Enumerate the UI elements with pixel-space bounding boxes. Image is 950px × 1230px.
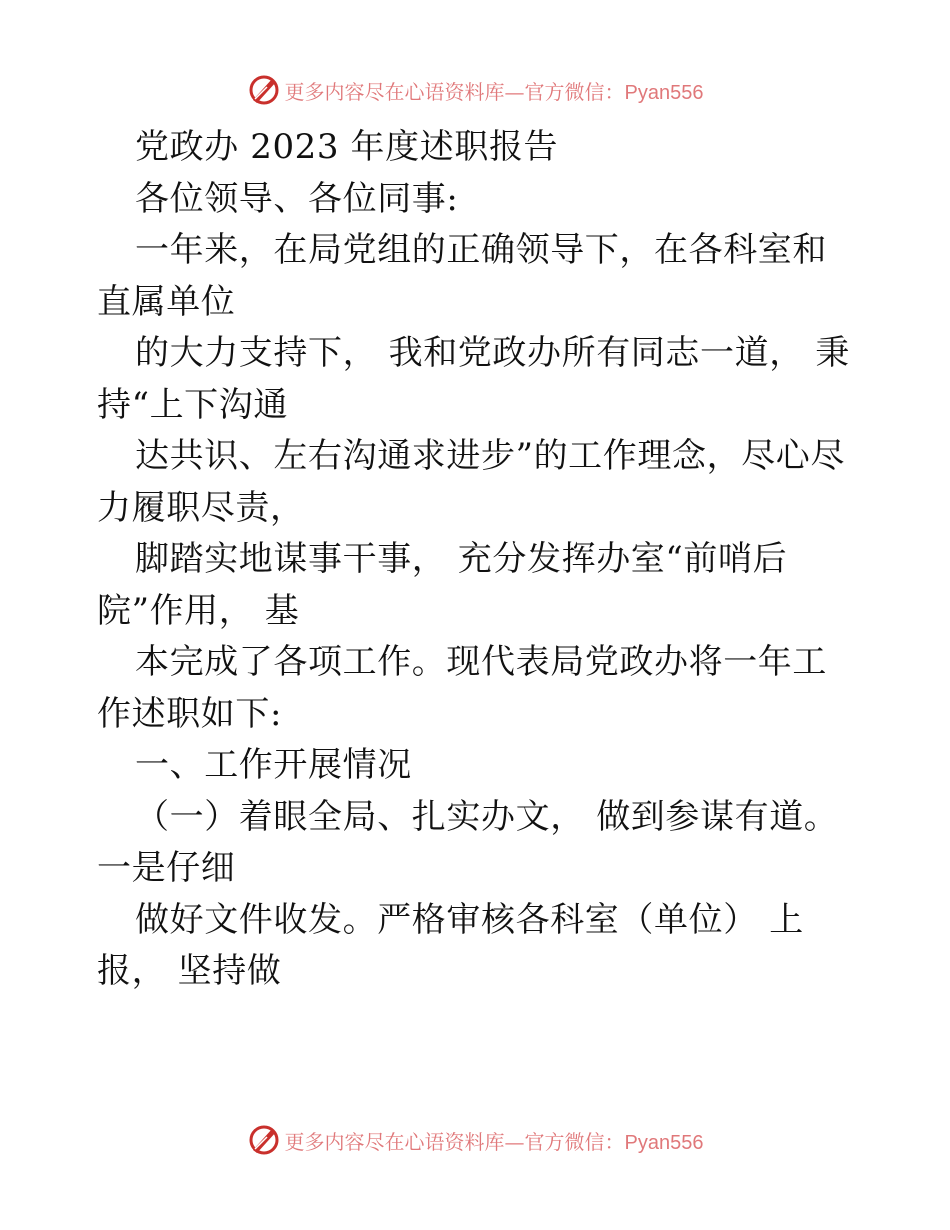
paragraph: （一）着眼全局、扎实办文， 做到参谋有道。一是仔细: [97, 796, 839, 888]
paragraph: 脚踏实地谋事干事， 充分发挥办室“前哨后 院”作用， 基: [97, 539, 788, 631]
watermark-text: 更多内容尽在心语资料库—官方微信：Pyan556: [284, 79, 704, 104]
watermark-text: 更多内容尽在心语资料库—官方微信：Pyan556: [284, 1129, 704, 1154]
header-watermark: [0, 70, 950, 110]
pen-circle-logo-icon: [247, 73, 281, 107]
pen-circle-logo-icon: [247, 1123, 281, 1157]
footer-watermark: [0, 1120, 950, 1160]
section-heading: 一、工作开展情况: [135, 745, 412, 785]
paragraph: 做好文件收发。严格审核各科室（单位） 上报， 坚持做: [97, 899, 804, 991]
paragraph: 各位领导、各位同事:: [135, 178, 459, 219]
paragraph: 的大力支持下， 我和党政办所有同志一道， 秉持“上下沟通: [97, 333, 850, 425]
paragraph: 一年来，在局党组的正确领导下，在各科室和直属单位: [97, 230, 827, 322]
document-body: [97, 122, 857, 998]
paragraph: 达共识、左右沟通求进步”的工作理念，尽心尽力履职尽责，: [97, 436, 845, 528]
paragraph: 本完成了各项工作。现代表局党政办将一年工作述职如下:: [97, 642, 827, 734]
document-title: 党政办 2023 年度述职报告: [135, 127, 559, 167]
